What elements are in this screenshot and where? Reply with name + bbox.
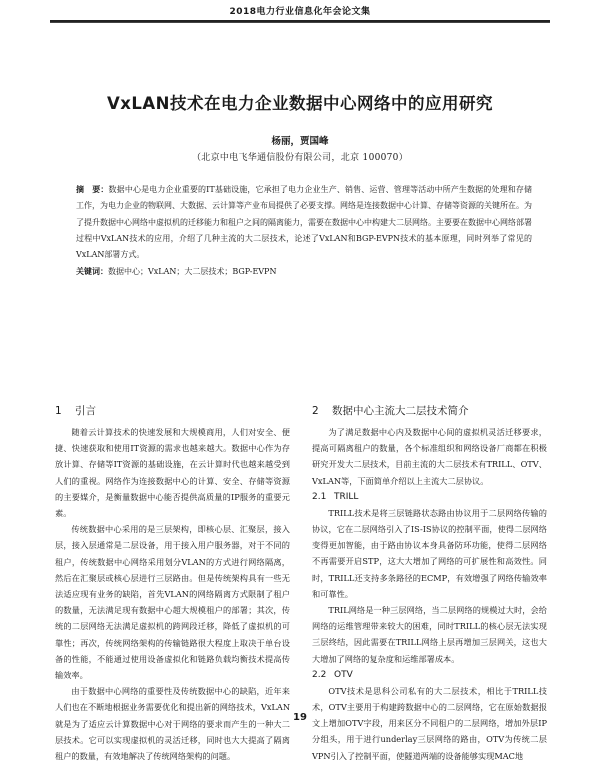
abstract <box>76 181 532 263</box>
section-2-heading <box>312 403 547 418</box>
section-2-number: 2 <box>312 405 319 417</box>
subsection-2-1-title: TRILL <box>334 491 359 502</box>
subsection-2-1-heading <box>312 489 547 505</box>
subsection-2-1-number: 2.1 <box>312 491 327 502</box>
section-1-title: 引言 <box>75 405 96 417</box>
header-rule <box>50 22 550 23</box>
left-column <box>55 403 290 764</box>
section-1-paragraph: 由于数据中心网络的重要性及传统数据中心的缺陷，近年来人们也在不断地根据业务需要优化和提出新的网络技术，VxLAN就是为了适应云计算数据中心对于网络的要求而产生的一种大二层技术。它可以实现虚拟机的灵活迁移，同时也大大提高了隔离租户的数量，有效地解决了传统网络架构的问题。 <box>55 686 290 762</box>
right-column <box>312 403 547 764</box>
section-1-heading <box>55 403 290 418</box>
abstract-label: 摘 要： <box>76 184 109 194</box>
keywords-label: 关键词： <box>76 266 108 277</box>
running-header: 2018电力行业信息化年会论文集 <box>50 4 550 22</box>
subsection-2-1-paragraph: TRILL技术是将三层链路状态路由协议用于二层网络传输的协议，它在二层网络引入了IS-IS协议的控制平面，使得二层网络变得更加智能，由于路由协议本身具备防环功能，使得二层网络不再需要开启STP，这大大增加了网络的可扩展性和高效性。同时，TRILL还支持多条路径的ECMP，有效增强了网络传输效率和可靠性。 <box>312 507 547 599</box>
subsection-2-2-paragraph: OTV技术是思科公司私有的大二层技术，相比于TRILL技术，OTV主要用于构建跨数据中心的二层网络，它在原始数据报文上增加OTV字段，用来区分不同租户的二层网络，增加外层IP分组头，用于进行underlay三层网络的路由，OTV为传统二层VPN引入了控制平面，使隧道两端的设备能够实现MAC地 <box>312 685 547 761</box>
subsection-2-2-heading <box>312 667 547 683</box>
section-2-intro: 为了满足数据中心内及数据中心间的虚拟机灵活迁移要求，提高可隔离租户的数量，各个标准组织和网络设备厂商都在积极研究开发大二层技术，目前主流的大二层技术有TRILL、OTV、VxLAN等，下面简单介绍以上主流大二层协议。 <box>312 427 547 486</box>
subsection-2-1-paragraph: TRIL网络是一种三层网络，当二层网络的规模过大时，会给网络的运维管理带来较大的困难，同时TRILL的核心层无法实现三层终结，因此需要在TRILL网络上层再增加三层网关，这也大大增加了网络的复杂度和运维部署成本。 <box>312 605 547 664</box>
subsection-2-2-number: 2.2 <box>312 669 327 680</box>
section-1-number: 1 <box>55 405 62 417</box>
section-2-title: 数据中心主流大二层技术简介 <box>332 405 469 417</box>
abstract-text: 数据中心是电力企业重要的IT基础设施，它承担了电力企业生产、销售、运营、管理等活动中所产生数据的处理和存储工作，为电力企业的物联网、大数据、云计算等产业布局提供了必要支撑。网络是连接数据中心计算、存储等资源的关键所在。为了提升数据中心网络中虚拟机的迁移能力和租户之间的隔离能力，需要在数据中心中构建大二层网络。主要要在数据中心网络部署过程中VxLAN技术的应用，介绍了几种主流的大二层技术，论述了VxLAN和BGP-EVPN技术的基本原理，同时列举了常见的VxLAN部署方式。 <box>76 185 532 260</box>
subsection-2-2-title: OTV <box>334 669 353 680</box>
article-title: VxLAN技术在电力企业数据中心网络中的应用研究 <box>106 94 493 113</box>
keywords-text: 数据中心；VxLAN；大二层技术；BGP-EVPN <box>108 267 277 277</box>
abstract-block <box>76 181 532 281</box>
keywords <box>76 263 532 280</box>
section-1-paragraph: 传统数据中心采用的是三层架构，即核心层、汇聚层，接入层，接入层通常是二层设备，用于接入用户服务器，对于不同的租户，传统数据中心网络采用划分VLAN的方式进行网络隔离，然后在汇聚层或核心层进行三层路由。但是传统架构具有一些无法适应现有业务的缺陷，首先VLAN的网络隔离方式限制了租户的数量，无法满足现有数据中心超大规模租户的部署；其次，传统的二层网络无法满足虚拟机的跨网段迁移，降低了虚拟机的可靠性；再次，传统网络架构的传输链路很大程度上取决于单台设备的性能，不能通过使用设备虚拟化和链路负载均衡技术提高传输效率。 <box>55 524 290 681</box>
section-1-paragraph: 随着云计算技术的快速发展和大规模商用，人们对安全、便捷、快速获取和使用IT资源的需求也越来越大。数据中心作为存放计算、存储等IT资源的基础设施，在云计算时代也越来越受到人们的重视。网络作为连接数据中心的计算、安全、存储等资源的主要媒介，是衡量数据中心能否提供高质量的IP服务的重要元素。 <box>55 427 290 519</box>
article-authors: 杨丽，贾国峰 <box>271 136 329 147</box>
page-number: 19 <box>293 712 307 723</box>
article-affiliation: （北京中电飞华通信股份有限公司，北京 100070） <box>191 153 409 163</box>
